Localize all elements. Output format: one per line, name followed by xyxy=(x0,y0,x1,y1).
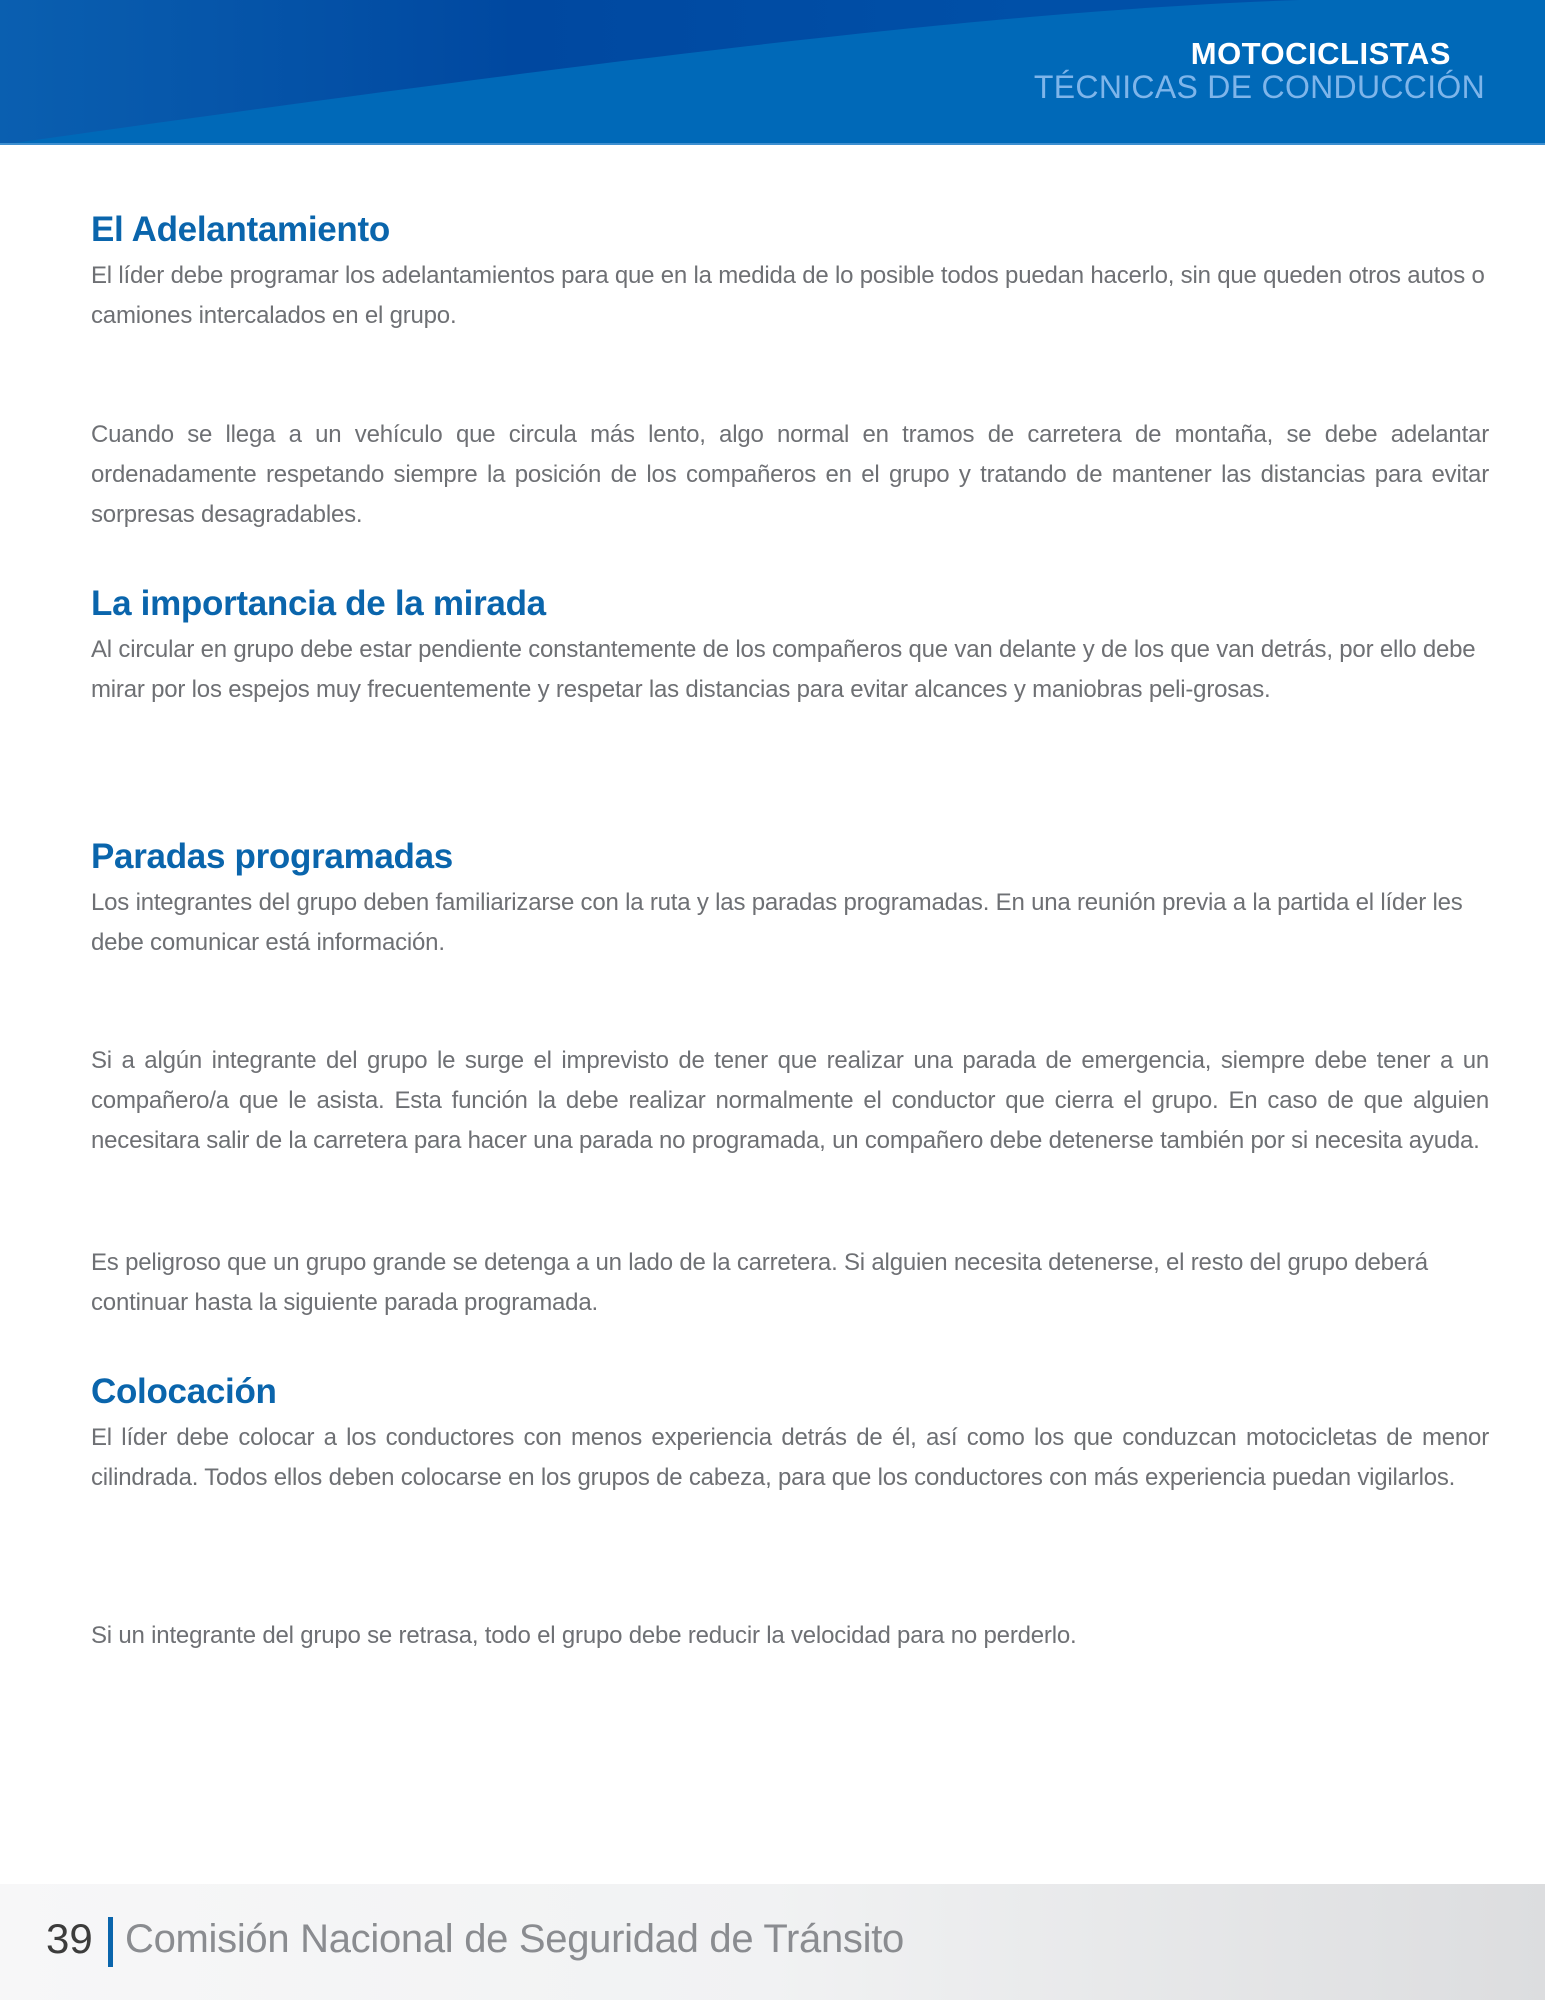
paragraph: Es peligroso que un grupo grande se detenga a un lado de la carretera. Si alguien necesita detenerse, el resto del grupo deberá continuar hasta la siguiente parada programada. xyxy=(91,1249,1428,1316)
paragraph: Si un integrante del grupo se retrasa, todo el grupo debe reducir la velocidad para no perderlo. xyxy=(91,1622,1077,1649)
header-divider xyxy=(0,143,1545,145)
page-header xyxy=(0,0,1545,145)
paragraph: Al circular en grupo debe estar pendiente constantemente de los compañeros que van delante y de los que van detrás, por ello debe mirar por los espejos muy frecuentemente y respetar las distancias para evitar alcances y maniobras peli-grosas. xyxy=(91,636,1476,703)
heading-mirada: La importancia de la mirada xyxy=(91,584,546,623)
paragraph: El líder debe programar los adelantamientos para que en la medida de lo posible todos puedan hacerlo, sin que queden otros autos o camiones intercalados en el grupo. xyxy=(91,262,1485,329)
paragraph: El líder debe colocar a los conductores con menos experiencia detrás de él, así como los que conduzcan motocicletas de menor cilindrada. Todos ellos deben colocarse en los grupos de cabeza, para que los conductores con más experiencia puedan vigilarlos. xyxy=(91,1424,1489,1491)
header-title: MOTOCICLISTAS xyxy=(1190,36,1451,71)
paragraph: Si a algún integrante del grupo le surge el imprevisto de tener que realizar una parada de emergencia, siempre debe tener a un compañero/a que le asista. Esta función la debe realizar normalmente el conductor que cierra el grupo. En caso de que alguien necesitara salir de la carretera para hacer una parada no programada, un compañero debe detenerse también por si necesita ayuda. xyxy=(91,1047,1489,1154)
heading-adelantamiento: El Adelantamiento xyxy=(91,210,390,249)
footer-accent-bar xyxy=(108,1917,113,1967)
header-subtitle: TÉCNICAS DE CONDUCCIÓN xyxy=(1033,69,1485,105)
paragraph: Cuando se llega a un vehículo que circula más lento, algo normal en tramos de carretera de montaña, se debe adelantar ordenadamente respetando siempre la posición de los compañeros en el grupo y tratando de mantener las distancias para evitar sorpresas desagradables. xyxy=(91,421,1489,528)
heading-colocacion: Colocación xyxy=(91,1372,277,1411)
page-footer xyxy=(0,1884,1545,2000)
paragraph: Los integrantes del grupo deben familiarizarse con la ruta y las paradas programadas. En una reunión previa a la partida el líder les debe comunicar está información. xyxy=(91,889,1463,956)
page-number: 39 xyxy=(46,1915,93,1962)
heading-paradas: Paradas programadas xyxy=(91,837,453,876)
footer-organization: Comisión Nacional de Seguridad de Tránsito xyxy=(125,1917,904,1961)
